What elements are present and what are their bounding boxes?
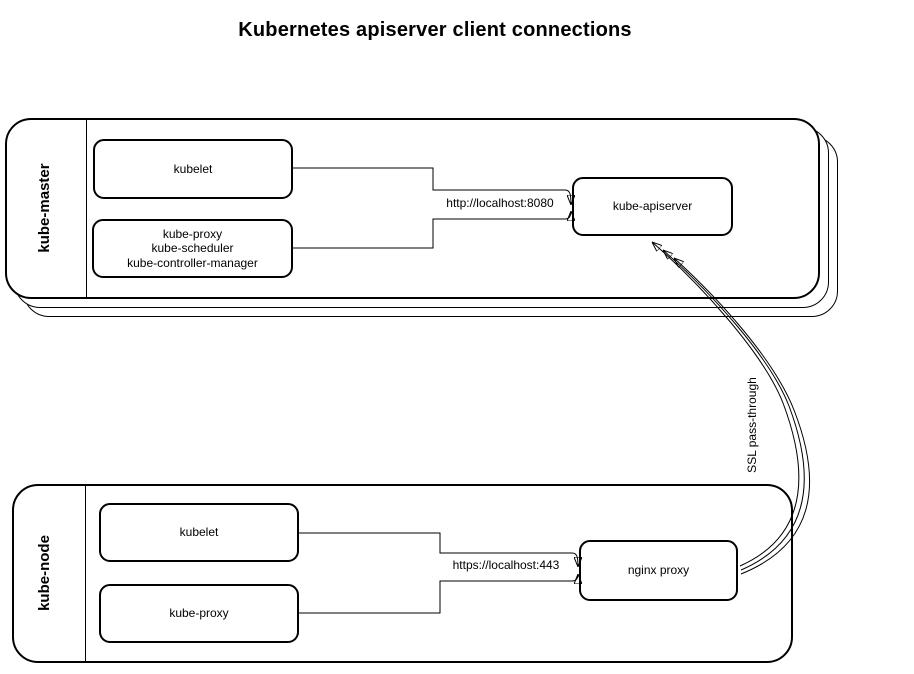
kube-node-label-divider <box>85 484 86 663</box>
diagram-title: Kubernetes apiserver client connections <box>238 19 632 41</box>
node-kube-proxy <box>99 584 299 643</box>
node-kube-controller-manager-label: kube-controller-manager <box>127 255 258 270</box>
node-kube-apiserver <box>572 177 733 236</box>
node-nginx-proxy <box>579 540 738 601</box>
edge-label-https-localhost-443: https://localhost:443 <box>452 558 560 572</box>
node-kube-scheduler-label: kube-scheduler <box>151 241 234 256</box>
node-kubelet-master <box>93 139 293 199</box>
kube-node-group-label: kube-node <box>36 535 53 611</box>
kube-master-label-divider <box>86 118 87 299</box>
node-kube-proxy-master-label: kube-proxy <box>162 226 223 241</box>
node-kubelet-master-label: kubelet <box>173 161 213 176</box>
node-nginx-proxy-label: nginx proxy <box>627 563 690 578</box>
edge-label-http-localhost-8080: http://localhost:8080 <box>446 196 554 210</box>
kube-master-group-label: kube-master <box>36 163 53 253</box>
edge-label-ssl-pass-through: SSL pass-through <box>745 377 759 473</box>
node-kube-proxy-label: kube-proxy <box>169 606 229 621</box>
node-master-services <box>92 219 293 278</box>
node-kubelet-label: kubelet <box>179 525 219 540</box>
node-kube-apiserver-label: kube-apiserver <box>612 199 693 214</box>
node-kubelet <box>99 503 299 562</box>
